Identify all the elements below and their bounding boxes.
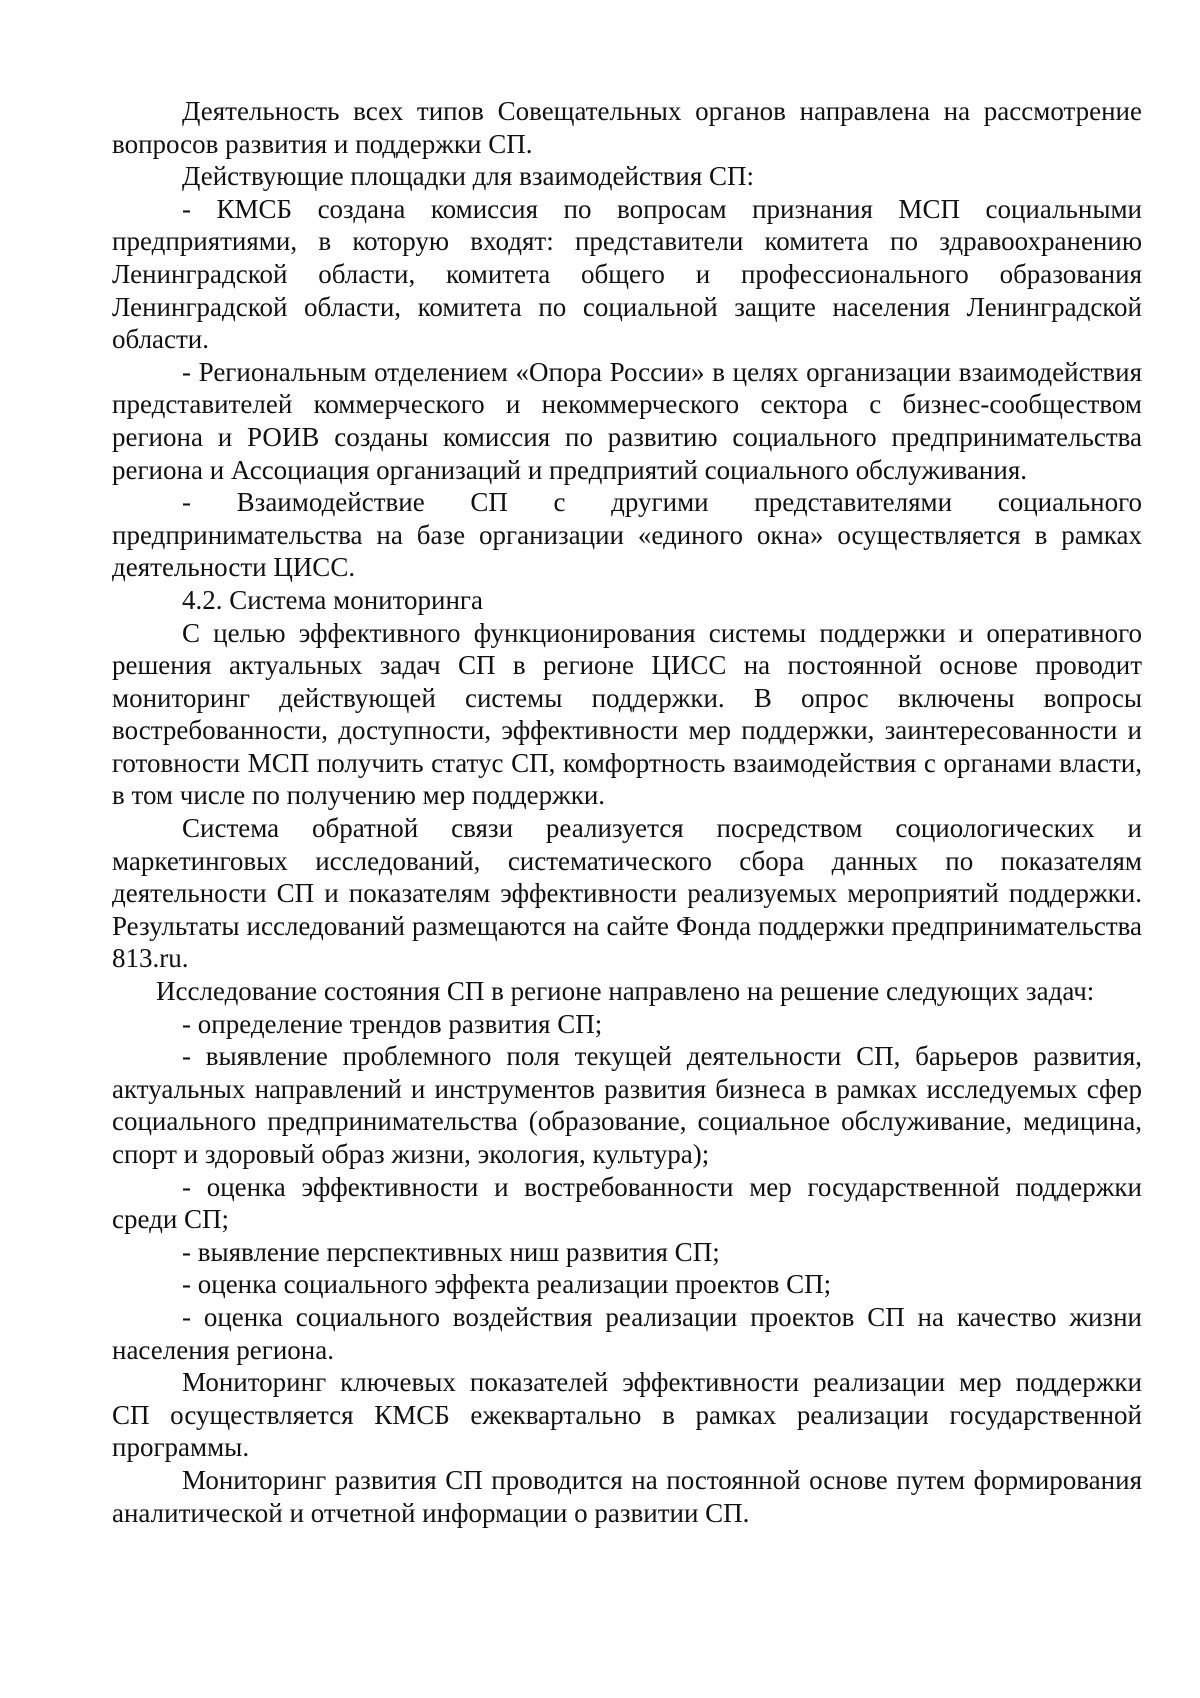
paragraph-research-tasks: Исследование состояния СП в регионе направлено на решение следующих задач: [156,976,1095,1007]
paragraph-feedback-system: Система обратной связи реализуется посредством социологических и маркетинговых исследований, систематического сбора данных по показателям деятельности СП и показателям эффективности реализуемых мероприятий поддержки. Результаты исследований размещаются на сайте Фонда поддержки предпринимательства 813.ru. [112,813,1142,974]
paragraph-kpi-monitoring: Мониторинг ключевых показателей эффективности реализации мер поддержки СП осуществляется КМСБ ежеквартально в рамках реализации государственной программы. [112,1367,1142,1463]
list-item-niches: - выявление перспективных ниш развития СП; [182,1236,720,1267]
list-item-kmsb-commission: - КМСБ создана комиссия по вопросам признания МСП социальными предприятиями, в которую входят: представители комитета по здравоохранению Ленинградской области, комитета общего и профессионального образования Ленинградской области, комитета по социальной защите населения Ленинградской области. [112,193,1142,355]
paragraph-monitoring-purpose: С целью эффективного функционирования системы поддержки и оперативного решения актуальных задач СП в регионе ЦИСС на постоянной основе проводит мониторинг действующей системы поддержки. В опрос включены вопросы востребованности, доступности, эффективности мер поддержки, заинтересованности и готовности МСП получить статус СП, комфортность взаимодействия с органами власти, в том числе по получению мер поддержки. [112,617,1142,811]
list-item-trends: - определение трендов развития СП; [182,1008,603,1039]
list-item-ciss-interaction: - Взаимодействие СП с другими представителями социального предпринимательства на базе организации «единого окна» осуществляется в рамках деятельности ЦИСС. [112,487,1142,583]
document-page [112,95,1142,1529]
list-item-social-impact: - оценка социального воздействия реализации проектов СП на качество жизни населения региона. [112,1301,1142,1365]
list-item-support-efficiency: - оценка эффективности и востребованности мер государственной поддержки среди СП; [112,1171,1142,1235]
paragraph-platforms-heading: Действующие площадки для взаимодействия СП: [182,161,755,192]
section-heading-monitoring: 4.2. Система мониторинга [182,584,483,615]
paragraph-development-monitoring: Мониторинг развития СП проводится на постоянной основе путем формирования аналитической и отчетной информации о развитии СП. [112,1464,1142,1528]
list-item-problem-field: - выявление проблемного поля текущей деятельности СП, барьеров развития, актуальных направлений и инструментов развития бизнеса в рамках исследуемых сфер социального предпринимательства (образование, социальное обслуживание, медицина, спорт и здоровый образ жизни, экология, культура); [112,1041,1142,1169]
paragraph-intro: Деятельность всех типов Совещательных органов направлена на рассмотрение вопросов развития и поддержки СП. [112,96,1142,159]
list-item-social-effect: - оценка социального эффекта реализации проектов СП; [182,1269,832,1300]
list-item-opora-russia: - Региональным отделением «Опора России» в целях организации взаимодействия представителей коммерческого и некоммерческого сектора с бизнес-сообществом региона и РОИВ созданы комиссия по развитию социального предпринимательства региона и Ассоциация организаций и предприятий социального обслуживания. [112,356,1142,485]
